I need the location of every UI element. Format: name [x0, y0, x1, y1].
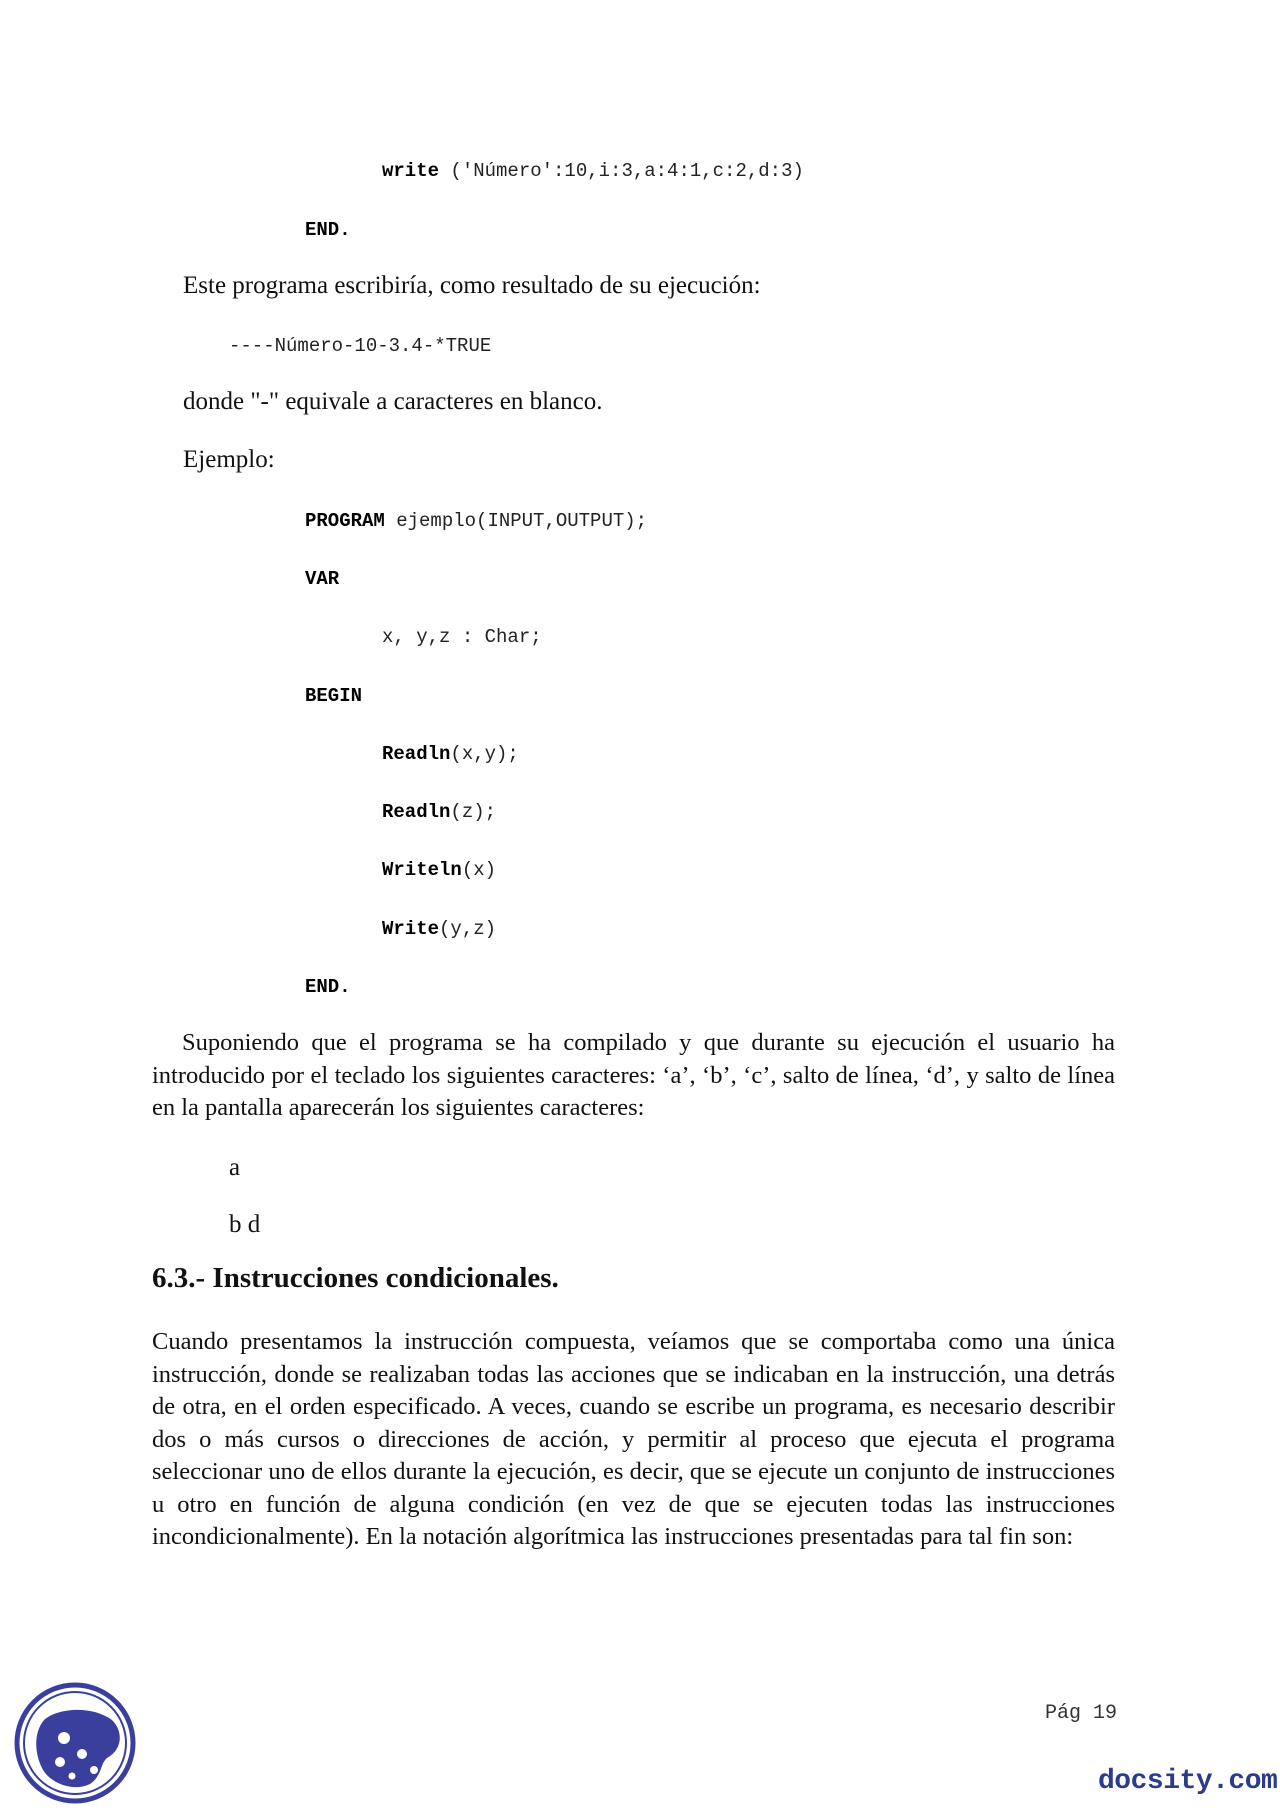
code-line-program — [305, 510, 647, 532]
example-label: Ejemplo: — [183, 446, 275, 473]
code-line-writeln — [382, 859, 496, 881]
code-line-var: VAR — [305, 568, 340, 590]
output-line: ----Número-10-3.4-*TRUE — [229, 335, 492, 357]
section-paragraph: Cuando presentamos la instrucción compuesta, veíamos que se comportaba como una única instrucción, donde se realizaban todas las acciones que se indicaban en la instrucción, una detrás de otra, en el orden especificado. A veces, cuando se escribe un programa, es necesario describir dos o más cursos o direcciones de acción, y permitir al proceso que ejecuta el programa seleccionar uno de ellos durante la ejecución, es decir, que se ejecute un conjunto de instrucciones u otro en función de alguna condición (en vez de que se ejecuten todas las instrucciones incondicionalmente). En la notación algorítmica las instrucciones presentadas para tal fin son: — [152, 1328, 1115, 1550]
docsity-logo-icon[interactable] — [12, 1680, 138, 1806]
blank-note: donde "-" equivale a caracteres en blanco. — [183, 388, 603, 415]
explain-paragraph: Suponiendo que el programa se ha compilado y que durante su ejecución el usuario ha introducido por el teclado los siguientes caracteres: ‘a’, ‘b’, ‘c’, salto de línea, ‘d’, y salto de línea en la pantalla aparecerán los siguientes caracteres: — [152, 1029, 1115, 1121]
code-line-end-2: END. — [305, 976, 351, 998]
program-header: ejemplo(INPUT,OUTPUT); — [384, 510, 648, 532]
code-line-readln-1 — [382, 743, 519, 765]
keyword-writeln: Writeln — [382, 859, 462, 881]
intro-text: Este programa escribiría, como resultado de su ejecución: — [183, 272, 761, 299]
code-line-begin: BEGIN — [305, 685, 363, 707]
write-2-args: (y,z) — [439, 918, 497, 940]
brand-link[interactable]: docsity.com — [1098, 1766, 1278, 1797]
writeln-args: (x) — [461, 859, 497, 881]
keyword-program: PROGRAM — [305, 510, 385, 532]
result-line-1: a — [229, 1154, 241, 1181]
readln-2-args: (z); — [450, 801, 497, 823]
keyword-readln-2: Readln — [382, 801, 451, 823]
code-line-write — [382, 160, 804, 182]
code-line-var-decl: x, y,z : Char; — [382, 626, 542, 648]
page-number: Pág 19 — [1045, 1702, 1118, 1725]
readln-1-args: (x,y); — [450, 743, 519, 765]
code-line-write-2 — [382, 918, 496, 940]
section-heading: 6.3.- Instrucciones condicionales. — [152, 1262, 559, 1294]
keyword-readln-1: Readln — [382, 743, 451, 765]
keyword-write-2: Write — [382, 918, 440, 940]
keyword-write: write — [382, 160, 440, 182]
write-args: ('Número':10,i:3,a:4:1,c:2,d:3) — [439, 160, 804, 182]
code-line-readln-2 — [382, 801, 496, 823]
result-line-2: b d — [229, 1211, 261, 1238]
code-line-end-1: END. — [305, 219, 351, 241]
